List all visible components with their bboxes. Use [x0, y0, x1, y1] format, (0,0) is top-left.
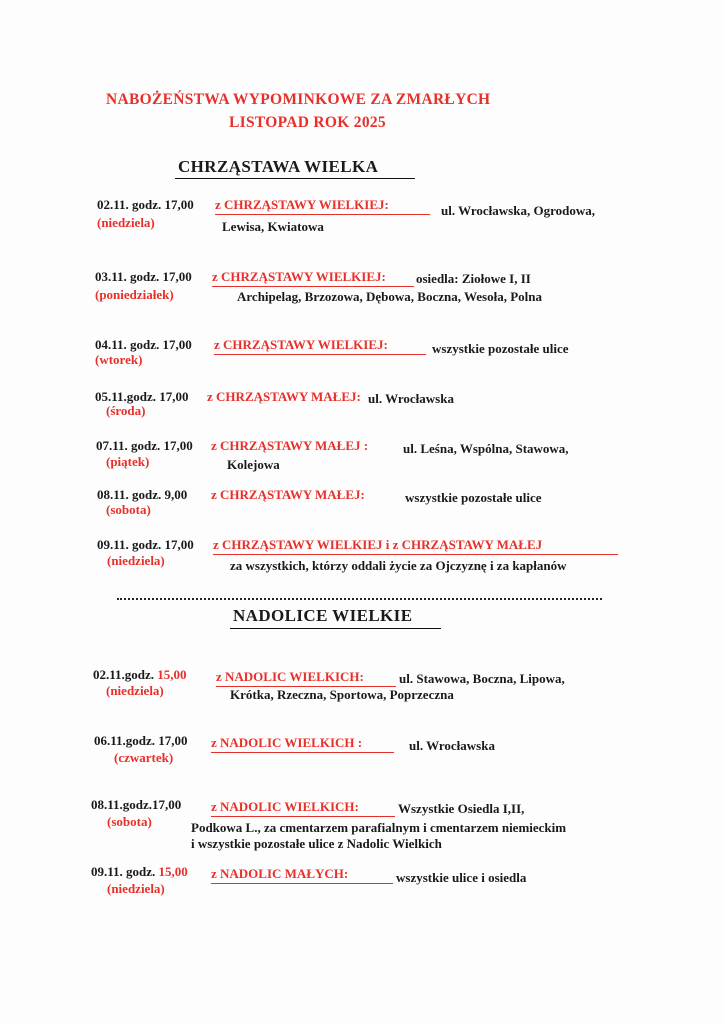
entry-day: (sobota) — [106, 502, 151, 517]
entry-date: 04.11. godz. 17,00 — [95, 337, 192, 352]
entry-place: z CHRZĄSTAWY MAŁEJ: — [211, 487, 365, 502]
entry-desc: wszystkie ulice i osiedla — [396, 870, 527, 885]
entry-day: (niedziela) — [107, 553, 165, 568]
place-underline — [214, 354, 426, 355]
entry-day: (piątek) — [106, 454, 150, 469]
entry-place: z NADOLIC WIELKICH : — [211, 735, 363, 750]
entry-place: z CHRZĄSTAWY WIELKIEJ: — [214, 337, 388, 352]
place-underline — [215, 214, 430, 215]
place-underline — [211, 883, 393, 884]
entry-place: z NADOLIC MAŁYCH: — [211, 866, 349, 881]
entry-place: z CHRZĄSTAWY WIELKIEJ: — [212, 269, 386, 284]
entry-place: z CHRZĄSTAWY WIELKIEJ: — [215, 197, 389, 212]
entry-day: (niedziela) — [97, 215, 155, 230]
entry-time: 15,00 — [157, 667, 187, 682]
entry-desc: osiedla: Ziołowe I, II — [416, 271, 531, 286]
entry-place: z CHRZĄSTAWY MAŁEJ : — [211, 438, 369, 453]
section-title-chrzastawa: CHRZĄSTAWA WIELKA — [178, 157, 379, 176]
entry-desc-cont: Kolejowa — [227, 457, 280, 472]
entry-desc: ul. Wrocławska — [409, 738, 495, 753]
entry-desc-cont: i wszystkie pozostałe ulice z Nadolic Wielkich — [191, 836, 442, 851]
place-underline — [211, 752, 394, 753]
entry-day: (wtorek) — [95, 352, 143, 367]
entry-date: 06.11.godz. 17,00 — [94, 733, 188, 748]
place-underline — [213, 554, 618, 555]
entry-day: (niedziela) — [106, 683, 164, 698]
section-title-nadolice: NADOLICE WIELKIE — [233, 606, 413, 625]
entry-desc-cont: Archipelag, Brzozowa, Dębowa, Boczna, Wesoła, Polna — [237, 289, 543, 304]
entry-place: z NADOLIC WIELKICH: — [216, 669, 364, 684]
entry-date: 02.11. godz. 17,00 — [97, 197, 194, 212]
entry-date — [93, 667, 187, 683]
entry-place: z CHRZĄSTAWY MAŁEJ: — [207, 389, 361, 404]
entry-date: 09.11. godz. 17,00 — [97, 537, 194, 552]
entry-day: (czwartek) — [114, 750, 174, 765]
entry-desc: ul. Wrocławska — [368, 391, 454, 406]
entry-date: 08.11.godz.17,00 — [91, 797, 182, 812]
entry-day: (niedziela) — [107, 881, 165, 896]
entry-desc-cont: za wszystkich, którzy oddali życie za Ojczyznę i za kapłanów — [230, 558, 567, 573]
entry-place: z CHRZĄSTAWY WIELKIEJ i z CHRZĄSTAWY MAŁEJ — [213, 537, 543, 552]
entry-date: 05.11.godz. 17,00 — [95, 389, 189, 404]
entry-desc-cont: Podkowa L., za cmentarzem parafialnym i cmentarzem niemieckim — [191, 820, 567, 835]
entry-desc: wszystkie pozostałe ulice — [432, 341, 569, 356]
dotted-divider — [117, 598, 602, 600]
entry-day: (sobota) — [107, 814, 152, 829]
entry-desc: Wszystkie Osiedla I,II, — [398, 801, 525, 816]
entry-date-text: 09.11. godz. — [91, 864, 159, 879]
entry-day: (poniedziałek) — [95, 287, 174, 302]
entry-desc: wszystkie pozostałe ulice — [405, 490, 542, 505]
place-underline — [211, 816, 395, 817]
entry-date — [91, 864, 188, 880]
entry-time: 15,00 — [158, 864, 188, 879]
entry-place: z NADOLIC WIELKICH: — [211, 799, 359, 814]
entry-date-text: 02.11.godz. — [93, 667, 158, 682]
page-title: NABOŻEŃSTWA WYPOMINKOWE ZA ZMARŁYCH — [106, 91, 491, 108]
section-underline — [175, 178, 415, 179]
entry-desc: ul. Wrocławska, Ogrodowa, — [441, 203, 595, 218]
entry-day: (środa) — [106, 403, 146, 418]
entry-date: 07.11. godz. 17,00 — [96, 438, 193, 453]
place-underline — [212, 286, 414, 287]
entry-desc-cont: Krótka, Rzeczna, Sportowa, Poprzeczna — [230, 687, 454, 702]
entry-date: 08.11. godz. 9,00 — [97, 487, 188, 502]
entry-desc-cont: Lewisa, Kwiatowa — [222, 219, 324, 234]
page-subtitle: LISTOPAD ROK 2025 — [229, 114, 386, 131]
entry-desc: ul. Stawowa, Boczna, Lipowa, — [399, 671, 565, 686]
entry-desc: ul. Leśna, Wspólna, Stawowa, — [403, 441, 569, 456]
section-underline — [230, 628, 441, 629]
entry-date: 03.11. godz. 17,00 — [95, 269, 192, 284]
